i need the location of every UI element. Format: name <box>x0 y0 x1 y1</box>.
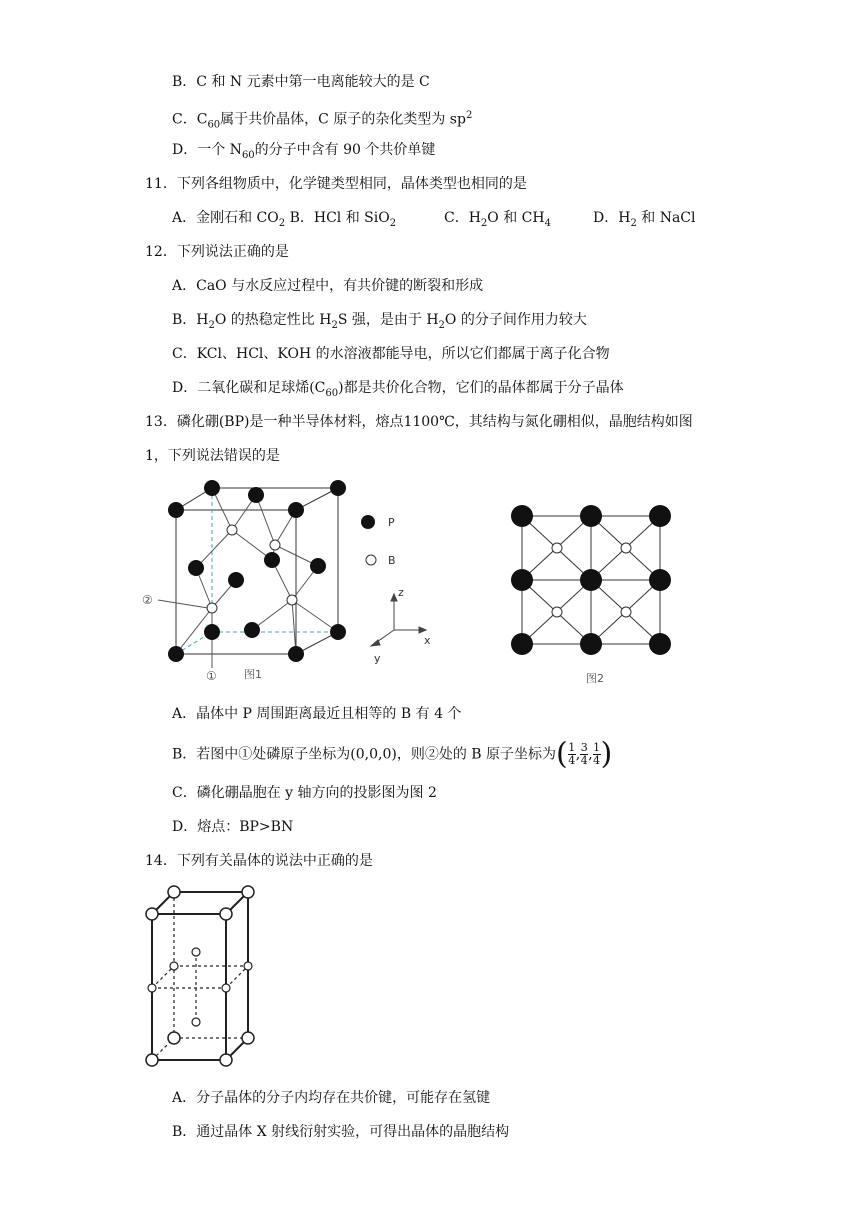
q12-option-a: A．CaO 与水反应过程中，有共价键的断裂和形成 <box>172 278 484 294</box>
q12-option-c: C．KCl、HCl、KOH 的水溶液都能导电，所以它们都属于离子化合物 <box>172 346 610 362</box>
q12-option-b: B．$H_2O$ 的热稳定性比 $H_2S$ 强，是由于 $H_2O$ 的分子间作用力较大 <box>172 312 587 331</box>
axis-y-label: y <box>374 652 381 665</box>
q13-option-a: A．晶体中 P 周围距离最近且相等的 B 有 4 个 <box>172 706 462 722</box>
q11-option-c: C．$H_2O$ 和 $CH_4$ <box>444 210 551 229</box>
figure-1-bp-unit-cell <box>140 470 440 690</box>
q13-option-b: B．若图中①处磷原子坐标为(0,0,0)，则②处的 B 原子坐标为( $\frac{1}{4}$ , $\frac{3}{4}$ , $\frac{1}{4}$ ) <box>172 736 613 772</box>
q11-option-a-b: A．金刚石和 $CO_2$ B．HCl 和 SiO$_2$ <box>172 210 397 229</box>
q10-option-b: B．C 和 N 元素中第一电离能较大的是 C <box>172 74 430 90</box>
figure-q14-unit-cell <box>140 880 270 1070</box>
q10-option-c: C．$C_{60}$属于共价晶体，C 原子的杂化类型为 $sp^2$ <box>172 110 473 131</box>
figure-2-label: 图2 <box>586 672 604 685</box>
q14-option-b: B．通过晶体 X 射线衍射实验，可得出晶体的晶胞结构 <box>172 1124 510 1140</box>
q10-option-d: D．一个 $N_{60}$的分子中含有 90 个共价单键 <box>172 142 436 161</box>
q13-stem-line1: 13．磷化硼(BP)是一种半导体材料，熔点1100℃，其结构与氮化硼相似，晶胞结构如图 <box>145 414 693 430</box>
q14-stem: 14．下列有关晶体的说法中正确的是 <box>145 853 373 869</box>
q13-stem-line2: 1，下列说法错误的是 <box>145 448 280 464</box>
q13-option-c: C．磷化硼晶胞在 y 轴方向的投影图为图 2 <box>172 785 437 801</box>
legend-p-label: P <box>388 516 395 529</box>
q11-option-d: D．$H_2$ 和 NaCl <box>593 210 696 229</box>
figure-1-label: 图1 <box>244 668 262 681</box>
q11-stem: 11．下列各组物质中，化学键类型相同，晶体类型也相同的是 <box>145 176 527 192</box>
legend-b-label: B <box>388 554 396 567</box>
figure-2-projection <box>500 496 680 690</box>
marker-2: ② <box>142 593 153 607</box>
axis-x-label: x <box>424 634 431 647</box>
axis-z-label: z <box>398 586 404 599</box>
q14-option-a: A．分子晶体的分子内均存在共价键，可能存在氢键 <box>172 1090 491 1106</box>
marker-1: ① <box>206 669 217 683</box>
q12-option-d: D．二氧化碳和足球烯$(C_{60})$都是共价化合物，它们的晶体都属于分子晶体 <box>172 380 624 399</box>
q13-option-d: D．熔点：BP>BN <box>172 819 294 835</box>
q12-stem: 12．下列说法正确的是 <box>145 244 289 260</box>
